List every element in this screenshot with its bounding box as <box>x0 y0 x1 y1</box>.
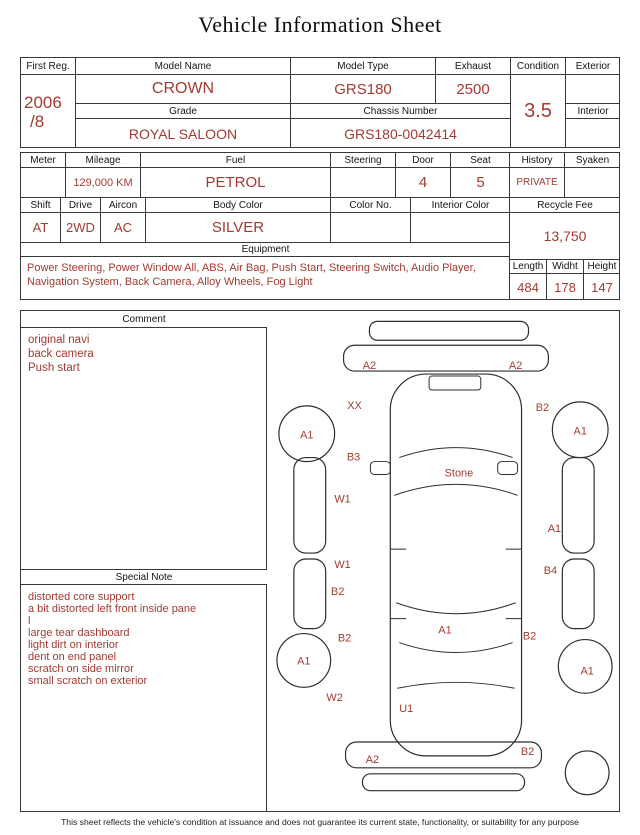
damage-label: B2 <box>337 632 352 645</box>
fuel-label: Fuel <box>140 152 330 167</box>
shift-label: Shift <box>20 197 60 212</box>
front-bumper-strip <box>369 321 528 340</box>
right-mirror <box>498 462 518 475</box>
damage-label: A1 <box>580 665 594 678</box>
special-note-line: scratch on side mirror <box>28 663 134 675</box>
special-note-line: distorted core support <box>28 591 135 603</box>
aircon-value: AC <box>100 212 145 242</box>
steering-label: Steering <box>330 152 395 167</box>
special-note-header: Special Note <box>21 569 267 585</box>
car-diagram <box>267 311 620 816</box>
rear-window-bottom-line <box>399 643 512 653</box>
fuel-value: PETROL <box>140 167 330 197</box>
comment-text <box>28 333 94 375</box>
equipment-label: Equipment <box>20 242 510 256</box>
first-reg-year: 2006 <box>24 92 62 112</box>
seat-value: 5 <box>450 167 510 197</box>
damage-label: A1 <box>297 655 311 668</box>
equipment-value: Power Steering, Power Window All, ABS, Air Bag, Push Start, Steering Switch, Audio Player, Navigation System, Back Camera, Alloy Wheels, Fog Light <box>20 256 510 300</box>
length-label: Length <box>509 259 546 273</box>
damage-label: XX <box>347 399 362 412</box>
rear-bumper-strip <box>362 774 524 791</box>
registration-table <box>20 57 620 148</box>
syaken-value <box>564 167 620 197</box>
model-name-label: Model Name <box>75 57 290 74</box>
windshield-bottom-line <box>394 484 517 495</box>
color-no-label: Color No. <box>330 197 410 212</box>
chassis-label: Chassis Number <box>290 103 510 118</box>
damage-label: B2 <box>535 401 550 414</box>
damage-label: A2 <box>508 360 523 373</box>
rear-window-top-line <box>396 603 515 614</box>
chassis-value: GRS180-0042414 <box>290 118 510 148</box>
damage-label: A1 <box>438 624 452 637</box>
comment-line: original navi <box>28 334 90 346</box>
car-body-outline <box>390 374 521 756</box>
special-note-line: l <box>28 615 31 627</box>
width-label: Widht <box>546 259 583 273</box>
recycle-fee-label: Recycle Fee <box>509 197 620 212</box>
special-note-text <box>28 591 196 687</box>
right-rear-door-panel <box>562 559 594 629</box>
damage-label: A2 <box>362 360 377 373</box>
left-rear-door-panel <box>294 559 326 629</box>
shift-value: AT <box>20 212 60 242</box>
windshield-top-line <box>399 448 512 458</box>
body-color-label: Body Color <box>145 197 330 212</box>
damage-label: B2 <box>520 745 535 758</box>
front-grille <box>429 376 481 390</box>
comment-line: Push start <box>28 362 80 374</box>
door-value: 4 <box>395 167 450 197</box>
width-value: 178 <box>546 273 583 300</box>
body-color-value: SILVER <box>145 212 330 242</box>
specs-table <box>20 152 510 300</box>
damage-label: A1 <box>573 425 587 438</box>
drive-value: 2WD <box>60 212 100 242</box>
special-note-line: light dirt on interior <box>28 639 119 651</box>
trunk-line <box>397 682 514 688</box>
drive-label: Drive <box>60 197 100 212</box>
interior-color-value <box>410 212 510 242</box>
recycle-fee-value: 13,750 <box>509 212 620 259</box>
right-front-door-panel <box>562 458 594 553</box>
grade-value: ROYAL SALOON <box>75 118 290 148</box>
height-label: Height <box>583 259 620 273</box>
condition-section <box>20 310 620 812</box>
meter-value <box>20 167 65 197</box>
comment-header: Comment <box>21 311 267 328</box>
door-seam-lines <box>390 549 521 619</box>
damage-label: A1 <box>300 429 314 442</box>
interior-color-label: Interior Color <box>410 197 510 212</box>
mileage-value: 129,000 KM <box>65 167 140 197</box>
color-no-value <box>330 212 410 242</box>
damage-label: B2 <box>522 630 537 643</box>
aircon-label: Aircon <box>100 197 145 212</box>
disclaimer-text: This sheet reflects the vehicle's condition at issuance and does not guarantee its current state, functionality, or suitability for any purpose <box>61 817 579 827</box>
damage-label: B3 <box>346 451 361 464</box>
special-note-line: large tear dashboard <box>28 627 130 639</box>
history-value: PRIVATE <box>509 167 564 197</box>
exterior-label: Exterior <box>565 57 620 74</box>
damage-label: W1 <box>334 558 351 571</box>
damage-label: W2 <box>326 692 343 705</box>
grade-label: Grade <box>75 103 290 118</box>
mileage-label: Mileage <box>65 152 140 167</box>
damage-label: U1 <box>399 703 414 716</box>
spare-tire <box>565 751 609 795</box>
condition-value: 3.5 <box>510 74 565 148</box>
steering-value <box>330 167 395 197</box>
left-mirror <box>370 462 390 475</box>
model-type-value: GRS180 <box>290 74 435 103</box>
door-label: Door <box>395 152 450 167</box>
damage-labels <box>297 360 594 766</box>
model-name-value: CROWN <box>75 74 290 103</box>
history-label: History <box>509 152 564 167</box>
meter-label: Meter <box>20 152 65 167</box>
length-value: 484 <box>509 273 546 300</box>
page-title: Vehicle Information Sheet <box>198 12 442 37</box>
damage-label: Stone <box>444 467 474 480</box>
first-reg-label: First Reg. <box>20 57 75 74</box>
exhaust-label: Exhaust <box>435 57 510 74</box>
seat-label: Seat <box>450 152 510 167</box>
comment-line: back camera <box>28 348 94 360</box>
interior-value <box>565 118 620 148</box>
interior-label: Interior <box>565 103 620 118</box>
height-value: 147 <box>583 273 620 300</box>
special-note-line: small scratch on exterior <box>28 675 148 687</box>
exterior-value <box>565 74 620 103</box>
damage-label: B2 <box>330 585 345 598</box>
special-note-line: a bit distorted left front inside pane <box>28 603 197 615</box>
comment-panel <box>21 311 267 811</box>
history-table <box>509 152 620 300</box>
first-reg-value <box>20 74 75 148</box>
first-reg-month: /8 <box>30 111 45 131</box>
model-type-label: Model Type <box>290 57 435 74</box>
left-front-door-panel <box>294 458 326 553</box>
damage-label: B4 <box>543 564 558 577</box>
syaken-label: Syaken <box>564 152 620 167</box>
damage-label: W1 <box>334 493 351 506</box>
damage-label: A1 <box>547 523 562 536</box>
special-note-line: dent on end panel <box>28 651 117 663</box>
condition-label: Condition <box>510 57 565 74</box>
damage-label: A2 <box>365 753 380 766</box>
exhaust-value: 2500 <box>435 74 510 103</box>
